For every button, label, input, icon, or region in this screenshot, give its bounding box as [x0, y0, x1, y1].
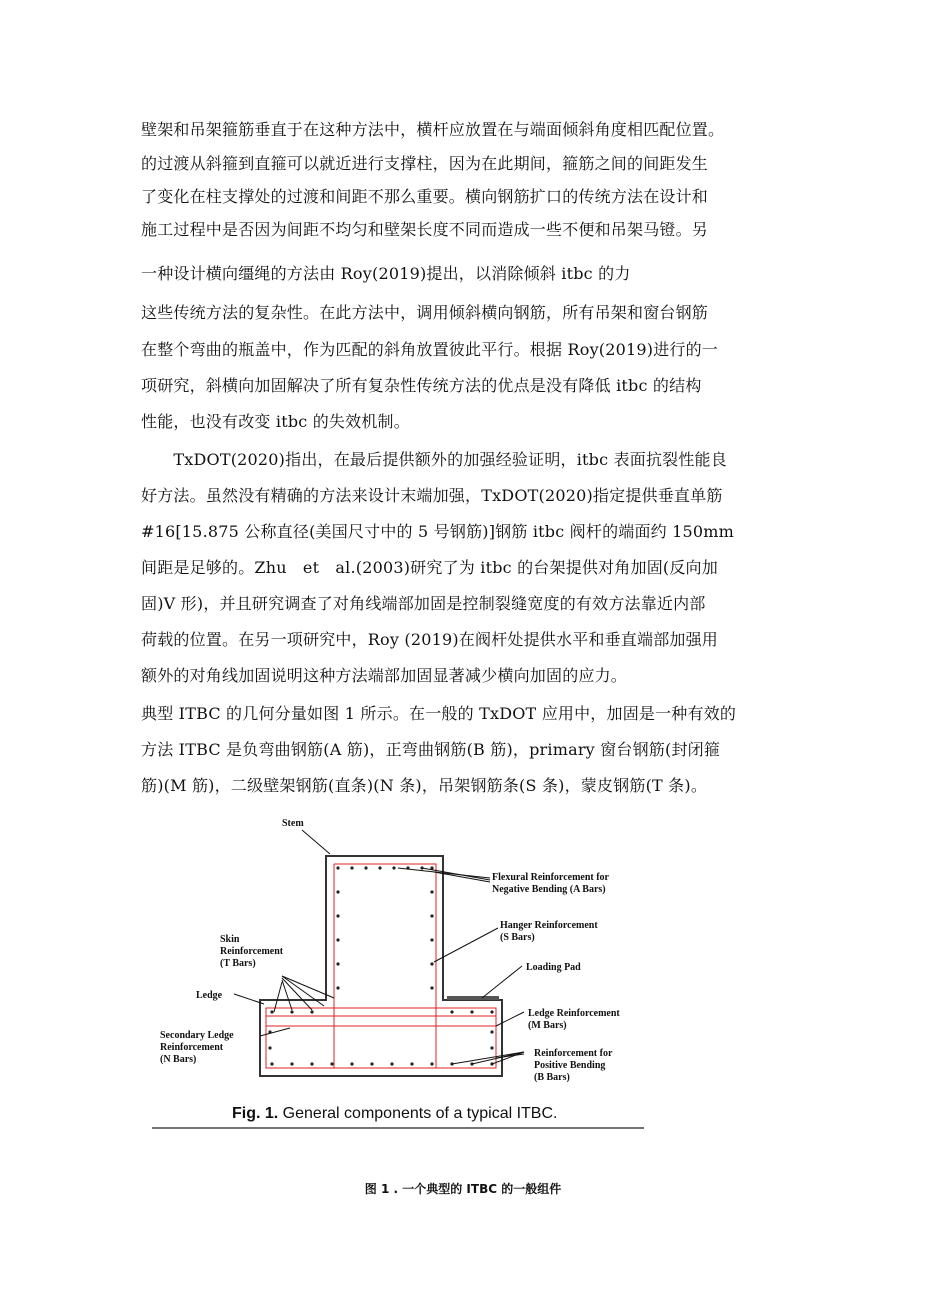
text-line: 固)V 形)，并且研究调查了对角线端部加固是控制裂缝宽度的有效方法靠近内部	[141, 594, 706, 613]
label-flexural-2: Negative Bending (A Bars)	[492, 884, 606, 895]
text-line: 壁架和吊架箍筋垂直于在这种方法中，横杆应放置在与端面倾斜角度相匹配位置。	[141, 120, 725, 139]
label-positive-1: Reinforcement for	[534, 1048, 613, 1059]
label-ledge-reinf-1: Ledge Reinforcement	[528, 1008, 620, 1019]
text-line: 在整个弯曲的瓶盖中，作为匹配的斜角放置彼此平行。根据 Roy(2019)进行的一	[141, 340, 719, 359]
text-line: 典型 ITBC 的几何分量如图 1 所示。在一般的 TxDOT 应用中，加固是一种有效的	[141, 704, 737, 723]
text-line: 的过渡从斜箍到直箍可以就近进行支撑柱，因为在此期间，箍筋之间的间距发生	[141, 154, 709, 173]
figure-caption-en	[232, 1105, 557, 1122]
label-secondary-3: (N Bars)	[160, 1054, 197, 1065]
label-hanger-1: Hanger Reinforcement	[500, 920, 598, 931]
label-skin-2: Reinforcement	[220, 946, 284, 957]
text-line: 项研究，斜横向加固解决了所有复杂性传统方法的优点是没有降低 itbc 的结构	[141, 376, 702, 395]
text-line: 这些传统方法的复杂性。在此方法中，调用倾斜横向钢筋，所有吊架和窗台钢筋	[141, 303, 709, 322]
text-line: 性能，也没有改变 itbc 的失效机制。	[141, 412, 410, 431]
label-skin-3: (T Bars)	[220, 958, 256, 969]
stem-rebar-cage	[334, 864, 436, 1004]
label-skin-1: Skin	[220, 934, 240, 945]
label-secondary-1: Secondary Ledge	[160, 1030, 234, 1041]
figure-caption-bold: Fig. 1.	[232, 1105, 279, 1122]
label-hanger-2: (S Bars)	[500, 932, 535, 943]
text-line: 方法 ITBC 是负弯曲钢筋(A 筋)，正弯曲钢筋(B 筋)，primary 窗台钢筋(封闭箍	[141, 740, 721, 759]
label-positive-3: (B Bars)	[534, 1072, 570, 1083]
figure-caption-text: General components of a typical ITBC.	[278, 1105, 558, 1122]
label-flexural-1: Flexural Reinforcement for	[492, 872, 609, 883]
label-secondary-2: Reinforcement	[160, 1042, 224, 1053]
rebar-dots	[268, 866, 493, 1065]
ledge-rebar-m	[266, 1008, 496, 1068]
text-line: TxDOT(2020)指出，在最后提供额外的加强经验证明，itbc 表面抗裂性能良	[141, 450, 727, 469]
label-positive-2: Positive Bending	[534, 1060, 606, 1071]
text-line: 施工过程中是否因为间距不均匀和壁架长度不同而造成一些不便和吊架马镫。另	[141, 220, 709, 239]
concrete-outline	[260, 856, 502, 1076]
text-line: 间距是足够的。Zhu et al.(2003)研究了为 itbc 的台架提供对角加固(反向加	[141, 558, 718, 577]
text-line: 荷载的位置。在另一项研究中，Roy (2019)在阀杆处提供水平和垂直端部加强用	[141, 630, 719, 649]
text-line: #16[15.875 公称直径(美国尺寸中的 5 号钢筋)]钢筋 itbc 阀杆的端面约 150mm	[141, 522, 735, 541]
text-line: 了变化在柱支撑处的过渡和间距不那么重要。横向钢筋扩口的传统方法在设计和	[141, 187, 709, 206]
itbc-figure	[152, 812, 644, 1130]
itbc-diagram	[152, 812, 644, 1130]
text-line: 额外的对角线加固说明这种方法端部加固显著减少横向加固的应力。	[141, 666, 628, 685]
loading-pad	[447, 996, 499, 1000]
label-loading-pad: Loading Pad	[526, 962, 581, 973]
label-stem: Stem	[282, 818, 304, 829]
text-line: 好方法。虽然没有精确的方法来设计末端加强，TxDOT(2020)指定提供垂直单筋	[141, 486, 723, 505]
text-line: 一种设计横向缰绳的方法由 Roy(2019)提出，以消除倾斜 itbc 的力	[141, 264, 631, 283]
figure-caption-cn: 图 1 . 一个典型的 ITBC 的一般组件	[364, 1182, 562, 1196]
label-ledge-reinf-2: (M Bars)	[528, 1020, 567, 1031]
text-line: 筋)(M 筋)，二级壁架钢筋(直条)(N 条)，吊架钢筋条(S 条)，蒙皮钢筋(T 条)。	[141, 776, 708, 795]
label-ledge: Ledge	[196, 990, 223, 1001]
